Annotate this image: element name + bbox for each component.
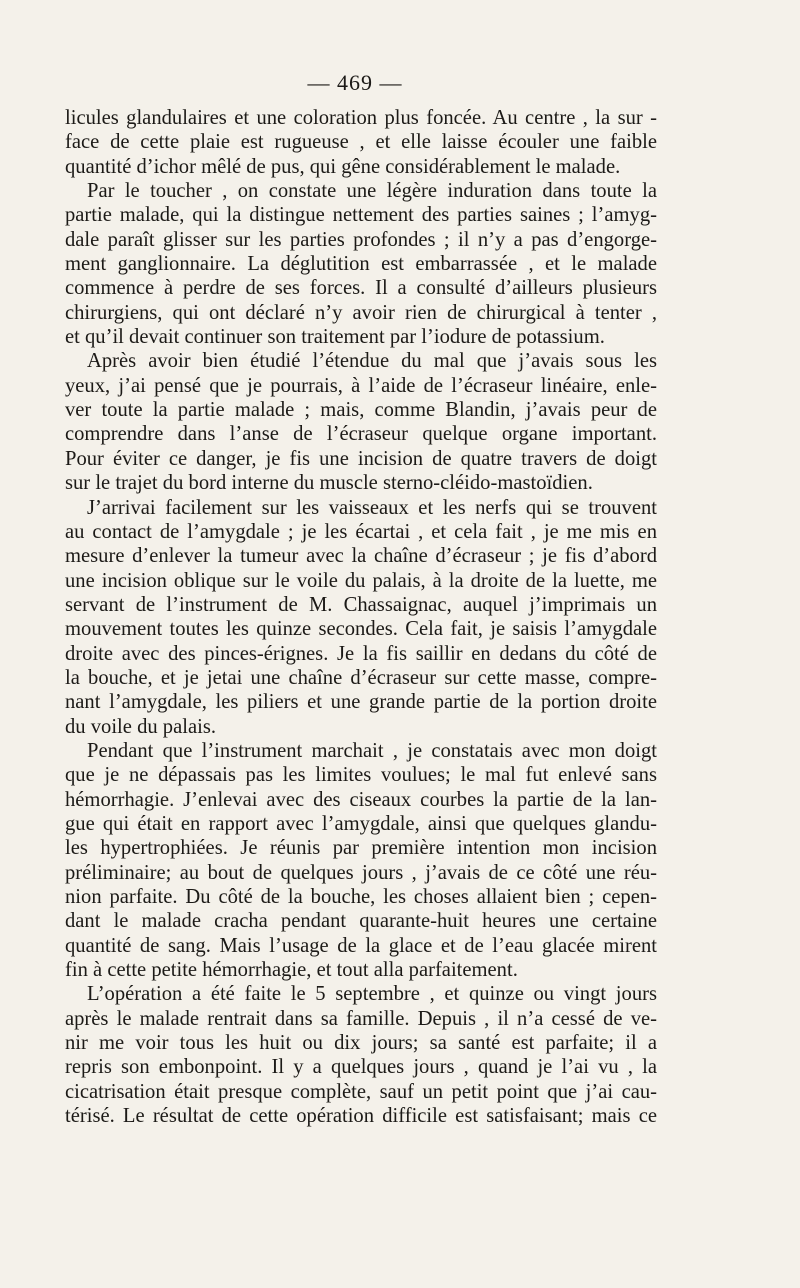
- text-line: mesure d’enlever la tumeur avec la chaîne d’écraseur ; je fis d’abord: [65, 545, 657, 568]
- text-line: mouvement toutes les quinze secondes. Cela fait, je saisis l’amygdale: [65, 618, 657, 641]
- text-line: Pendant que l’instrument marchait , je constatais avec mon doigt: [87, 739, 657, 762]
- text-line: au contact de l’amygdale ; je les écartai , et cela fait , je me mis en: [65, 520, 657, 543]
- text-line: chirurgiens, qui ont déclaré n’y avoir rien de chirurgical à tenter ,: [65, 301, 657, 324]
- text-line: comprendre dans l’anse de l’écraseur quelque organe important.: [65, 423, 657, 446]
- text-line: fin à cette petite hémorrhagie, et tout alla parfaitement.: [65, 959, 518, 982]
- text-line: Après avoir bien étudié l’étendue du mal que j’avais sous les: [87, 350, 657, 373]
- text-line: yeux, j’ai pensé que je pourrais, à l’aide de l’écraseur linéaire, enle-: [65, 374, 657, 397]
- text-line: dale paraît glisser sur les parties profondes ; il n’y a pas d’engorge-: [65, 228, 657, 251]
- text-line: quantité d’ichor mêlé de pus, qui gêne considérablement le malade.: [65, 155, 621, 178]
- text-line: une incision oblique sur le voile du palais, à la droite de la luette, me: [65, 569, 657, 592]
- text-line: commence à perdre de ses forces. Il a consulté d’ailleurs plusieurs: [65, 277, 657, 300]
- text-line: J’arrivai facilement sur les vaisseaux et les nerfs qui se trouvent: [87, 496, 657, 519]
- text-line: préliminaire; au bout de quelques jours , j’avais de ce côté une réu-: [65, 861, 657, 884]
- text-line: térisé. Le résultat de cette opération difficile est satisfaisant; mais ce: [65, 1105, 657, 1128]
- text-line: ver toute la partie malade ; mais, comme Blandin, j’avais peur de: [65, 399, 657, 422]
- text-line: et qu’il devait continuer son traitement par l’iodure de potassium.: [65, 326, 605, 349]
- text-line: nion parfaite. Du côté de la bouche, les choses allaient bien ; cepen-: [65, 886, 657, 908]
- text-line: nant l’amygdale, les piliers et une grande partie de la portion droite: [65, 691, 657, 714]
- text-line: licules glandulaires et une coloration plus foncée. Au centre , la sur -: [65, 107, 657, 129]
- text-line: gue qui était en rapport avec l’amygdale, ainsi que quelques glandu-: [65, 812, 657, 835]
- text-line: que je ne dépassais pas les limites voulues; le mal fut enlevé sans: [65, 764, 657, 787]
- text-line: Pour éviter ce danger, je fis une incision de quatre travers de doigt: [65, 447, 657, 470]
- text-line: droite avec des pinces-érignes. Je la fis saillir en dedans du côté de: [65, 642, 657, 665]
- text-line: ment ganglionnaire. La déglutition est embarrassée , et le malade: [65, 253, 657, 276]
- text-line: du voile du palais.: [65, 715, 216, 738]
- text-line: sur le trajet du bord interne du muscle sterno-cléido-mastoïdien.: [65, 472, 593, 495]
- text-line: nir me voir tous les huit ou dix jours; sa santé est parfaite; il a: [65, 1032, 657, 1055]
- text-line: la bouche, et je jetai une chaîne d’écraseur sur cette masse, compre-: [65, 666, 657, 689]
- text-line: les hypertrophiées. Je réunis par première intention mon incision: [65, 837, 657, 860]
- text-line: face de cette plaie est rugueuse , et elle laisse écouler une faible: [65, 131, 657, 154]
- text-line: hémorrhagie. J’enlevai avec des ciseaux courbes la partie de la lan-: [65, 788, 657, 811]
- text-line: cicatrisation était presque complète, sauf un petit point que j’ai cau-: [65, 1080, 657, 1103]
- body-text: [65, 106, 657, 1128]
- text-line: partie malade, qui la distingue nettement des parties saines ; l’amyg-: [65, 204, 657, 227]
- text-line: L’opération a été faite le 5 septembre , et quinze ou vingt jours: [87, 983, 657, 1006]
- text-line: quantité de sang. Mais l’usage de la glace et de l’eau glacée mirent: [65, 934, 657, 957]
- text-line: dant le malade cracha pendant quarante-huit heures une certaine: [65, 910, 657, 933]
- page-number: — 469 —: [307, 70, 403, 95]
- text-line: Par le toucher , on constate une légère induration dans toute la: [87, 180, 657, 203]
- text-line: après le malade rentrait dans sa famille. Depuis , il n’a cessé de ve-: [65, 1007, 657, 1030]
- text-line: servant de l’instrument de M. Chassaignac, auquel j’imprimais un: [65, 593, 657, 616]
- text-line: repris son embonpoint. Il y a quelques jours , quand je l’ai vu , la: [65, 1056, 657, 1079]
